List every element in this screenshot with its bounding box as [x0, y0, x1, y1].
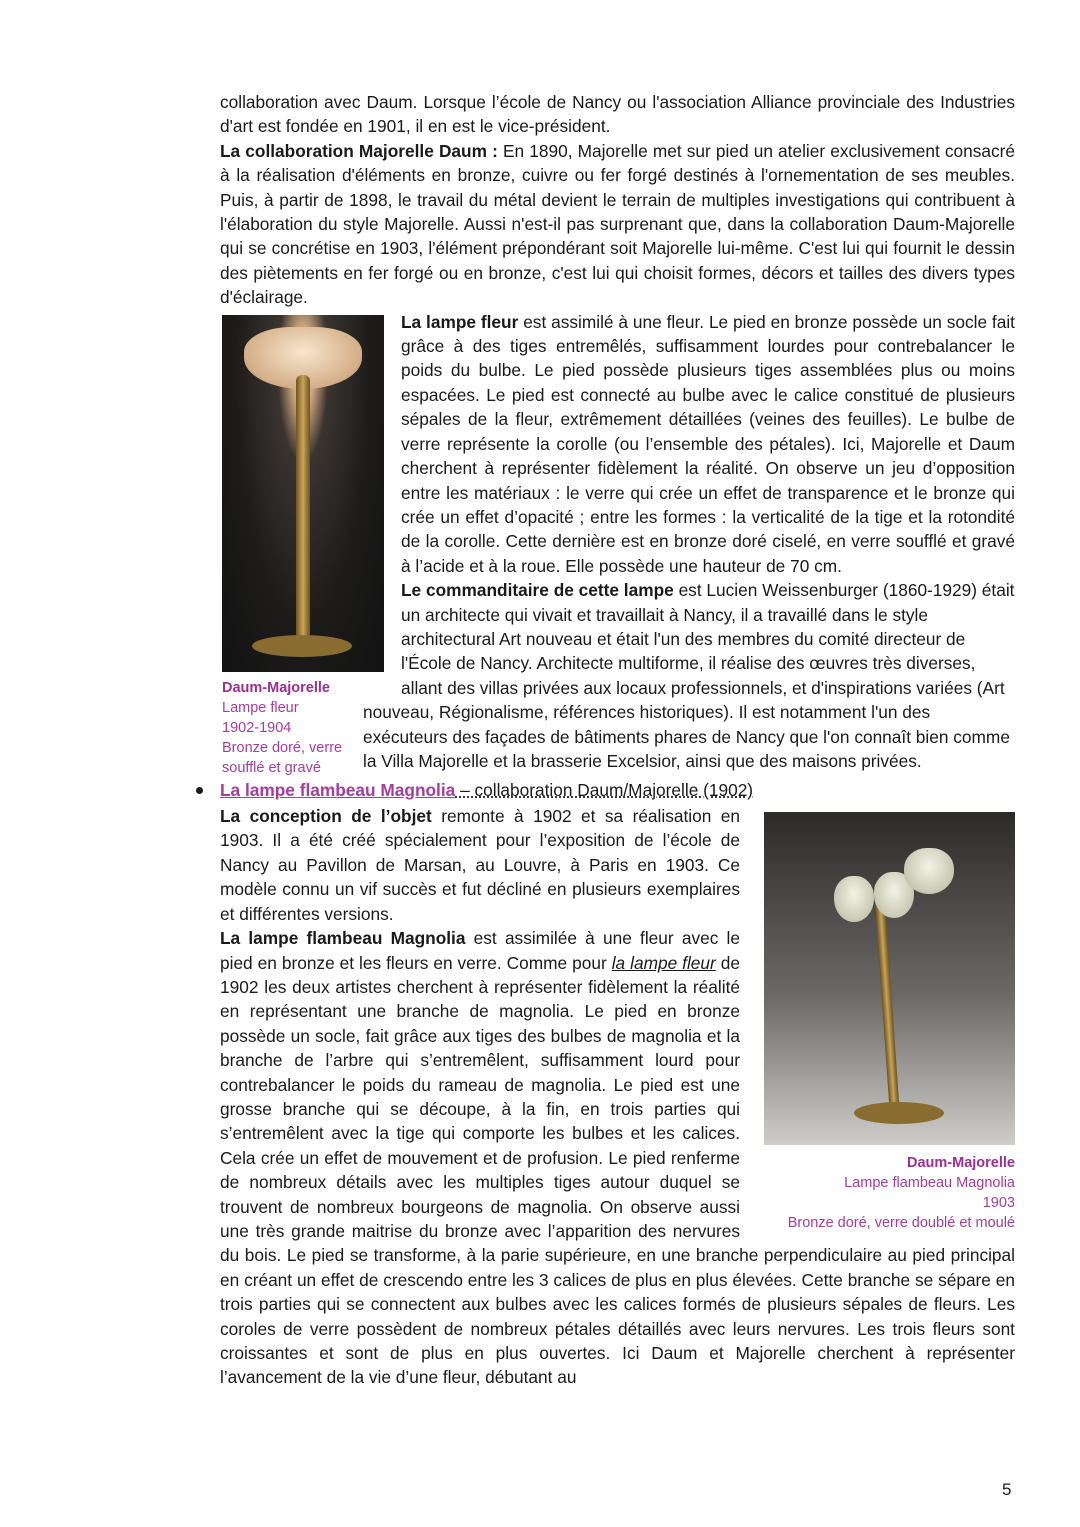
- section-heading-magnolia: La lampe flambeau Magnolia – collaboration Daum/Majorelle (1902): [220, 778, 1015, 802]
- page-number: 5: [1002, 1480, 1012, 1499]
- paragraph-intro: collaboration avec Daum. Lorsque l’école de Nancy ou l'association Alliance provinciale des Industries d'art est fondée en 1901, il en est le vice-président.: [220, 92, 1015, 137]
- paragraph-conception: La conception de l’objet remonte à 1902 et sa réalisation en 1903. Il a été créé spécialement pour l’exposition de l’école de Nancy au Pavillon de Marsan, au Louvre, à Paris en 1903. Ce modèle connu un vif succès et fut décliné en plusieurs exemplaires et différentes versions.: [220, 806, 741, 924]
- paragraph-magnolia: La lampe flambeau Magnolia est assimilée à une fleur avec le pied en bronze et les fleurs en verre. Comme pour la lampe fleur de 1902 les deux artistes cherchent à représenter fidèlement la réalité en représentant une branche de magnolia. Le pied en bronze possède un socle, fait grâce aux tiges des bulbes de magnolia et la branche de l’arbre qui s’entremêlent, suffisamment lourd pour contrebalancer le poids du rameau de magnolia. Le pied est une grosse branche qui se découpe, à la fin, en trois parties qui s’entremêlent avec la tige qui comporte les bulbes et les calices. Cela crée un effet de mouvement et de profusion. Le pied renferme de nombreux détails avec les multiples tiges autour duquel se trouvent de nombreux bourgeons de magnolia. On observe aussi une très grande maitrise du bronze avec l’apparition des nervures du bois. Le pied se transforme, à la parie supérieure, en une branche perpendiculaire au pied principal en créant un effet de crescendo entre les 3 calices de plus en plus élevées. Cette branche se sépare en trois parties qui se connectent aux bulbes avec les calices formés de plusieurs sépales de fleurs. Les coroles de verre possèdent de nombreux pétales détaillés avec leurs nervures. Les trois fleurs sont croissantes et sont de plus en plus ouvertes. Ici Daum et Majorelle cherchent à représenter l’avancement de la vie d’une fleur, débutant au: [220, 928, 1015, 1388]
- lampe-fleur-reference[interactable]: la lampe fleur: [611, 952, 716, 973]
- paragraph-collaboration: La collaboration Majorelle Daum : En 1890, Majorelle met sur pied un atelier exclusivement consacré à la réalisation d'éléments en bronze, cuivre ou fer forgé destinés à l'ornementation de ses meubles. Puis, à partir de 1898, le travail du métal devient le terrain de multiples investigations qui contribuent à l'élaboration du style Majorelle. Aussi n'est-il pas surprenant que, dans la collaboration Daum-Majorelle qui se concrétise en 1903, l'élément prépondérant soit Majorelle lui-même. C'est lui qui fournit le dessin des piètements en fer forgé ou en bronze, c'est lui qui choisit formes, décors et tailles des divers types d'éclairage.: [220, 140, 1015, 308]
- lampe-magnolia-image: [764, 812, 1015, 1145]
- lampe-magnolia-caption: Daum-Majorelle Lampe flambeau Magnolia 1903 Bronze doré, verre doublé et moulé: [787, 1155, 1015, 1232]
- paragraph-commanditaire: Le commanditaire de cette lampe est Lucien Weissenburger (1860-1929) était un architecte qui vivait et travaillait à Nancy, il a travaillé dans le style architectural Art nouveau et était l'un des membres du comité directeur de l'École de Nancy. Architecte multiforme, il réalise des œuvres très diverses, allant des villas privées aux locaux professionnels, et d'inspirations variées (Art nouveau, Régionalisme, références historiques). Il est notamment l'un des exécuteurs des façades de bâtiments phares de Nancy que l'on connaît bien comme la Villa Majorelle et la brasserie Excelsior, ainsi que des maisons privées.: [363, 580, 1015, 771]
- lampe-fleur-caption: Daum-Majorelle Lampe fleur 1902-1904 Bronze doré, verre soufflé et gravé: [222, 679, 343, 776]
- lampe-fleur-image: [222, 315, 384, 672]
- magnolia-figure: [764, 812, 1015, 1233]
- document-body: [220, 90, 1015, 1390]
- magnolia-link[interactable]: La lampe flambeau Magnolia: [220, 779, 456, 800]
- paragraph-lampe-fleur: La lampe fleur est assimilé à une fleur. Le pied en bronze possède un socle fait grâce à des tiges entremêlés, suffisamment lourdes pour contrebalancer le poids du bulbe. Le pied possède plusieurs tiges assemblées plus ou moins espacées. Le pied est connecté au bulbe avec le calice constitué de plusieurs sépales de la fleur, extrêmement détaillées (veines des feuilles). Le bulbe de verre représente la corolle (ou l’ensemble des pétales). Ici, Majorelle et Daum cherchent à représenter fidèlement la réalité. On observe un jeu d’opposition entre les matériaux : le verre qui crée un effet de transparence et le bronze qui crée un effet d’opacité ; entre les formes : la verticalité de la tige et la rotondité de la corolle. Cette dernière est en bronze doré ciselé, en verre soufflé et gravé à l’acide et à la roue. Elle possède une hauteur de 70 cm.: [401, 311, 1015, 576]
